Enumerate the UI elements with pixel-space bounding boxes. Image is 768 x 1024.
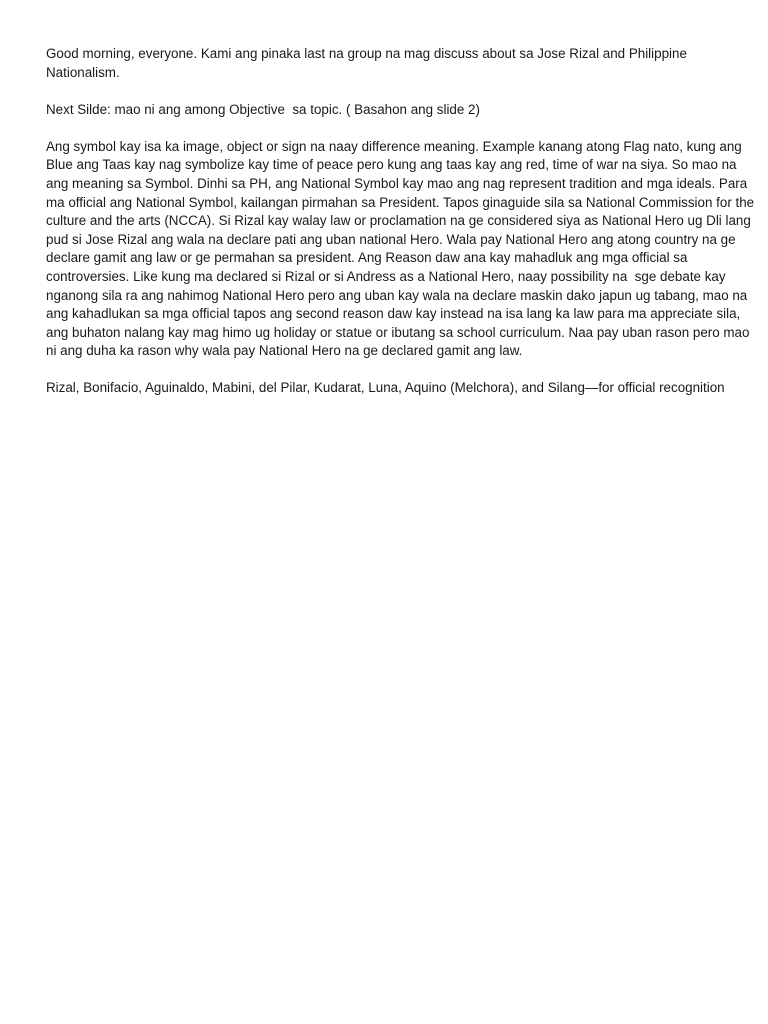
paragraph-greeting: Good morning, everyone. Kami ang pinaka last na group na mag discuss about sa Jose Rizal and Philippine Nationalism.	[46, 46, 691, 80]
paragraph-symbol-explanation: Ang symbol kay isa ka image, object or sign na naay difference meaning. Example kanang atong Flag nato, kung ang Blue ang Taas kay nag symbolize kay time of peace pero kung ang taas kay ang red, time of war na siya. So mao na ang meaning sa Symbol. Dinhi sa PH, ang National Symbol kay mao ang nag represent tradition and mga ideals. Para ma official ang National Symbol, kailangan pirmahan sa President. Tapos ginaguide sila sa National Commission for the culture and the arts (NCCA). Si Rizal kay walay law or proclamation na ge considered siya as National Hero ug Dli lang pud si Jose Rizal ang wala na declare pati ang uban national Hero. Wala pay National Hero ang atong country na ge declare gamit ang law or ge permahan sa president. Ang Reason daw ana kay mahadluk ang mga official sa controversies. Like kung ma declared si Rizal or si Andress as a National Hero, naay possibility na sge debate kay nganong sila ra ang nahimog National Hero pero ang uban kay wala na declare maskin dako japun ug tabang, mao na ang kahadlukan sa mga official tapos ang second reason daw kay instead na isa lang ka law para ma appreciate sila, ang buhaton nalang kay mag himo ug holiday or statue or ibutang sa school curriculum. Naa pay uban rason pero mao ni ang duha ka rason why wala pay National Hero na ge declared gamit ang law.	[46, 138, 758, 359]
document-body	[46, 45, 756, 417]
paragraph-hero-list: Rizal, Bonifacio, Aguinaldo, Mabini, del Pilar, Kudarat, Luna, Aquino (Melchora), and Silang—for official recognition	[46, 380, 725, 396]
paragraph-next-slide: Next Silde: mao ni ang among Objective sa topic. ( Basahon ang slide 2)	[46, 101, 480, 117]
